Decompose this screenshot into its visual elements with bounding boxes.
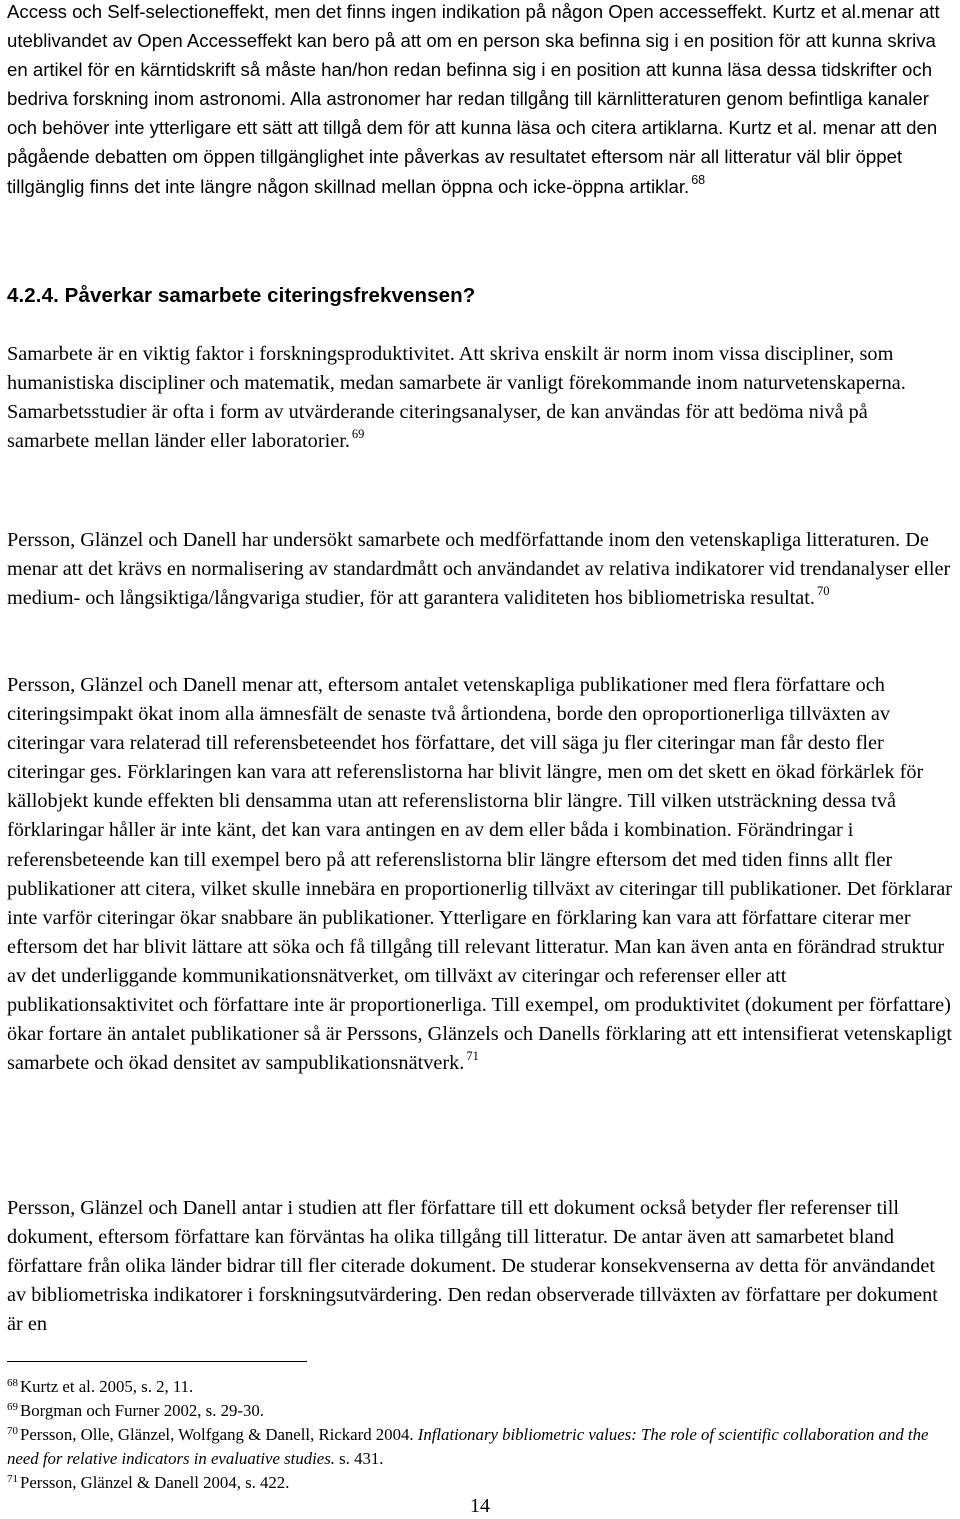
footnote-ref-68[interactable]: 68 [691, 172, 706, 187]
paragraph-text: Persson, Glänzel och Danell antar i studien att fler författare till ett dokument också betyder fler referenser till dokument, eftersom författare kan förväntas ha olika tillgång till litteratur. De antar även att samarbetet bland författare från olika länder bidrar till fler citerade dokument. De studerar konsekvenserna av detta för användandet av bibliometriska indikatorer i forskningsutvärdering. Den redan observerade tillväxten av författare per dokument är en [7, 1197, 938, 1336]
footnote [7, 1471, 955, 1495]
footnote-ref-69[interactable]: 69 [351, 427, 365, 442]
section-heading: 4.2.4. Påverkar samarbete citeringsfrekvensen? [7, 284, 476, 307]
intro-paragraph [7, 0, 955, 201]
paragraph [7, 340, 955, 456]
footnote-text: Kurtz et al. 2005, s. 2, 11. [20, 1377, 194, 1396]
paragraph-text: Persson, Glänzel och Danell har undersökt samarbete och medförfattande inom den vetenskapliga litteraturen. De menar att det krävs en normalisering av standardmått och användandet av relativa indikatorer vid trendanalyser eller medium- och långsiktiga/långvariga studier, för att garantera validiteten hos bibliometriska resultat. [7, 529, 951, 610]
paragraph [7, 526, 955, 613]
footnote-text: Persson, Glänzel & Danell 2004, s. 422. [20, 1473, 290, 1492]
page-number: 14 [470, 1495, 490, 1517]
footnote-page: s. 431. [334, 1449, 384, 1468]
footnote-ref-71[interactable]: 71 [466, 1049, 479, 1064]
footnote [7, 1399, 955, 1423]
footnote-number: 70 [7, 1425, 18, 1437]
paragraph [7, 671, 955, 1078]
footnote [7, 1423, 955, 1471]
intro-text: Access och Self-selectioneffekt, men det finns ingen indikation på någon Open accesseffekt. Kurtz et al.menar att uteblivandet av Open Accesseffekt kan bero på att om en person ska befinna sig i en position för att kunna skriva en artikel för en kärntidskrift så måste han/hon redan befinna sig i en position att kunna läsa dessa tidskrifter och bedriva forskning inom astronomi. Alla astronomer har redan tillgång till kärnlitteraturen genom befintliga kanaler och behöver inte ytterligare ett sätt att tillgå dem för att kunna läsa och citera artiklarna. Kurtz et al. menar att den pågående debatten om öppen tillgänglighet inte påverkas av resultatet eftersom när all litteratur väl blir öppet tillgänglig finns det inte längre någon skillnad mellan öppna och icke-öppna artiklar. [7, 1, 940, 197]
footnote-number: 69 [7, 1401, 18, 1413]
footnote-number: 68 [7, 1377, 18, 1389]
footnote [7, 1375, 955, 1399]
footnote-ref-70[interactable]: 70 [816, 584, 830, 599]
footnote-text: Persson, Olle, Glänzel, Wolfgang & Danell, Rickard 2004. [20, 1425, 418, 1444]
footnote-text: Borgman och Furner 2002, s. 29-30. [20, 1401, 264, 1420]
paragraph-text: Persson, Glänzel och Danell menar att, eftersom antalet vetenskapliga publikationer med flera författare och citeringsimpakt ökat inom alla ämnesfält de senaste två årtiondena, borde den oproportionerliga tillväxten av citeringar vara relaterad till referensbeteendet hos författare, det vill säga ju fler citeringar man får desto fler citeringar ges. Förklaringen kan vara att referenslistorna har blivit längre, men om det skett en ökad förkärlek för källobjekt kunde effekten bli densamma utan att referenslistorna blir längre. Till vilken utsträckning dessa två förklaringar håller är inte känt, det kan vara antingen en av dem eller båda i kombination. Förändringar i referensbeteende kan till exempel bero på att referenslistorna blir längre eftersom det med tiden finns allt fler publikationer att citera, vilket skulle innebära en proportionerlig tillväxt av citeringar till publikationer. Det förklarar inte varför citeringar ökar snabbare än publikationer. Ytterligare en förklaring kan vara att författare citerar mer eftersom det har blivit lättare att söka och få tillgång till relevant litteratur. Man kan även anta en förändrad struktur av det underliggande kommunikationsnätverket, om tillväxt av citeringar och referenser eller att publikationsaktivitet och författare inte är proportionerliga. Till exempel, om produktivitet (dokument per författare) ökar fortare än antalet publikationer så är Perssons, Glänzels och Danells förklaring att ett intensifierat vetenskapligt samarbete och ökad densitet av sampublikationsnätverk. [7, 674, 953, 1075]
footnotes [7, 1375, 955, 1495]
paragraph [7, 1194, 955, 1339]
paragraph-text: Samarbete är en viktig faktor i forskningsproduktivitet. Att skriva enskilt är norm inom vissa discipliner, som humanistiska discipliner och matematik, medan samarbete är vanligt förekommande inom naturvetenskaperna. Samarbetsstudier är ofta i form av utvärderande citeringsanalyser, de kan användas för att bedöma nivå på samarbete mellan länder eller laboratorier. [7, 343, 906, 453]
footnote-title: Inflationary bibliometric values: The role of scientific collaboration and the need for relative indicators in evaluative studies. [7, 1425, 929, 1468]
footnote-separator [7, 1361, 307, 1362]
footnote-number: 71 [7, 1473, 18, 1485]
